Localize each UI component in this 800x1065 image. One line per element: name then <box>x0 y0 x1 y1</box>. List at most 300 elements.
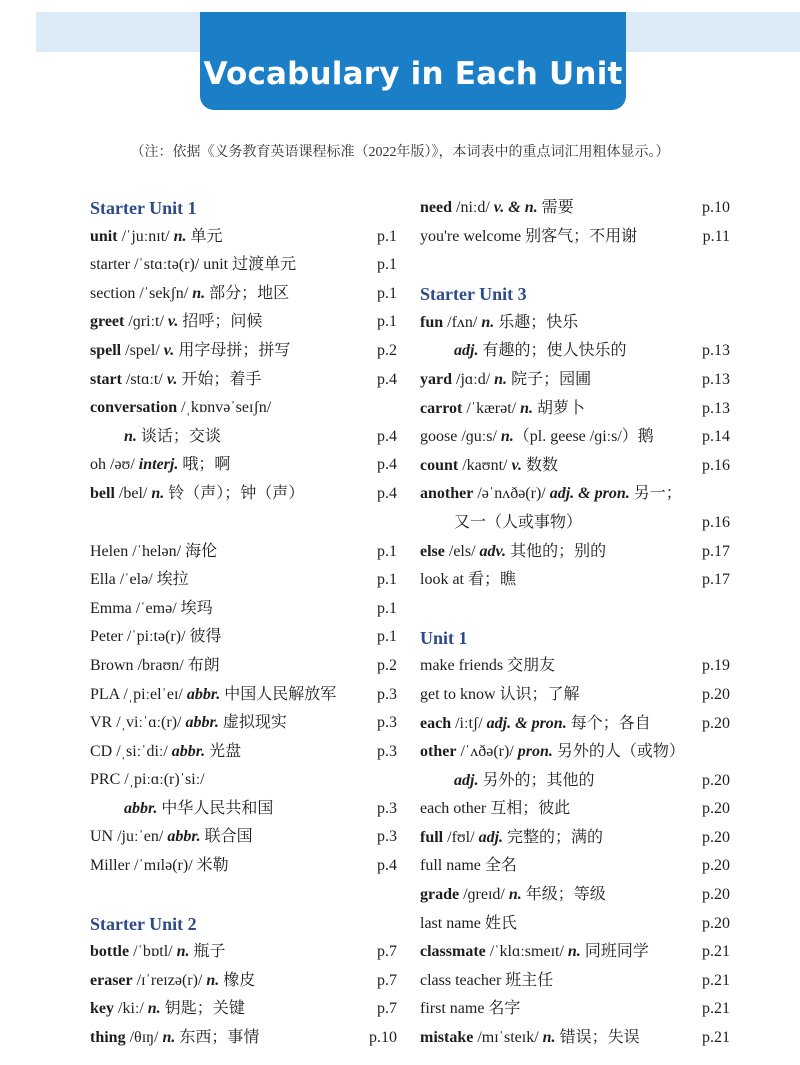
meaning: 需要 <box>537 199 574 216</box>
page-ref: p.4 <box>377 857 397 875</box>
headword: PLA <box>90 685 120 703</box>
entry-text <box>90 738 241 767</box>
entry-text <box>420 881 606 910</box>
headword: count <box>420 456 459 474</box>
vocab-entry <box>90 938 400 967</box>
meaning: 哦；啊 <box>178 456 231 474</box>
page-ref: p.20 <box>702 800 730 818</box>
pronunciation: /jɑːd/ <box>452 370 495 388</box>
headword: conversation <box>90 399 178 417</box>
part-of-speech: n. <box>206 971 220 989</box>
pronunciation: /ˈkærət/ <box>462 399 521 417</box>
pronunciation: /ˌkɒnvəˈseɪʃn/ <box>177 399 272 417</box>
page-ref: p.4 <box>377 427 397 445</box>
entry-text <box>90 967 255 996</box>
vocab-entry <box>90 451 400 480</box>
page-ref: p.1 <box>377 256 397 274</box>
vocab-entry <box>420 309 730 338</box>
headword: grade <box>420 886 460 904</box>
vocab-entry <box>420 681 730 710</box>
part-of-speech: n. <box>567 943 581 961</box>
pronunciation: /els/ <box>444 542 480 560</box>
vocab-entry <box>420 652 730 681</box>
part-of-speech: v. <box>167 313 179 331</box>
headword: bell <box>90 484 115 502</box>
pronunciation: /ˈbɒtl/ <box>129 943 177 961</box>
headword: Brown <box>90 656 134 674</box>
entry-text <box>420 824 603 853</box>
vocab-entry <box>90 480 400 509</box>
meaning: 年级；等级 <box>521 886 606 904</box>
part-of-speech: pron. <box>517 743 553 761</box>
entry-text <box>90 623 222 652</box>
page-ref: p.1 <box>377 542 397 560</box>
page-ref: p.21 <box>702 971 730 989</box>
vocab-entry <box>90 995 400 1024</box>
headword: bottle <box>90 943 130 961</box>
part-of-speech: n. <box>151 484 165 502</box>
headword: classmate <box>420 943 486 961</box>
headword: each other <box>420 800 487 818</box>
vocab-entry <box>420 967 730 996</box>
meaning: 虚拟现实 <box>218 714 287 732</box>
meaning: 有趣的；使人快乐的 <box>478 342 627 360</box>
page-ref: p.11 <box>702 227 730 245</box>
vocab-entry <box>90 623 400 652</box>
meaning: 铃（声）；钟（声） <box>164 484 305 502</box>
vocab-entry <box>420 824 730 853</box>
entry-text <box>420 509 582 538</box>
part-of-speech: n. <box>192 284 206 302</box>
spacer <box>420 595 730 624</box>
vocab-entry <box>420 995 730 1024</box>
pronunciation: /ˌpiːelˈeɪ/ <box>119 685 187 703</box>
part-of-speech: n. <box>508 886 522 904</box>
part-of-speech: n. <box>494 370 508 388</box>
page-ref: p.3 <box>377 685 397 703</box>
entry-text <box>90 595 213 624</box>
pronunciation: /ˈstɑːtə(r)/ unit 过渡单元 <box>129 256 297 274</box>
meaning: 另一； <box>629 485 682 503</box>
headword: another <box>420 485 474 503</box>
pronunciation: /niːd/ <box>452 199 494 216</box>
vocab-entry <box>90 595 400 624</box>
page-ref: p.1 <box>377 599 397 617</box>
page-ref: p.13 <box>702 342 730 360</box>
headword: section <box>90 284 136 302</box>
pronunciation: /ˈʌðə(r)/ <box>456 743 518 761</box>
pronunciation: /ˌsiːˈdiː/ <box>112 742 172 760</box>
vocab-entry <box>420 566 730 595</box>
right-column <box>420 194 730 1053</box>
pronunciation: /stɑːt/ <box>121 370 167 388</box>
pronunciation: /θɪŋ/ <box>125 1029 163 1047</box>
part-of-speech: adv. <box>479 542 507 560</box>
entry-text <box>420 738 685 767</box>
part-of-speech: n. <box>481 313 495 331</box>
entry-text <box>420 309 578 338</box>
headword: CD <box>90 742 113 760</box>
entry-text <box>420 395 585 424</box>
vocab-entry <box>90 394 400 423</box>
unit-heading: Starter Unit 2 <box>90 913 197 934</box>
entry-text <box>420 852 517 881</box>
vocab-entry <box>420 938 730 967</box>
meaning: 瓶子 <box>189 943 226 961</box>
meaning: 又一（人或事物） <box>454 513 583 531</box>
entry-text <box>420 652 555 681</box>
page-ref: p.2 <box>377 341 397 359</box>
pronunciation: /juːˈen/ <box>113 828 168 846</box>
headword: yard <box>420 370 452 388</box>
meaning: 谈话；交谈 <box>136 427 221 445</box>
entry-text <box>420 938 649 967</box>
headword: Ella <box>90 571 116 589</box>
pronunciation: /kiː/ <box>114 1000 148 1018</box>
vocab-entry <box>420 710 730 739</box>
vocab-entry <box>420 423 730 452</box>
page-ref: p.16 <box>702 513 730 531</box>
meaning: 乐趣；快乐 <box>494 313 579 331</box>
pronunciation: /ˌpiːɑː(r)ˈsiː/ <box>120 771 205 789</box>
entry-text <box>420 681 580 710</box>
entry-text <box>420 995 520 1024</box>
meaning: 胡萝卜 <box>533 399 586 417</box>
vocab-entry <box>90 709 400 738</box>
part-of-speech: adj. & pron. <box>486 714 567 732</box>
meaning: 开始；着手 <box>177 370 262 388</box>
page-ref: p.10 <box>702 199 730 216</box>
pronunciation: /əˈnʌðə(r)/ <box>473 485 550 503</box>
meaning: 光盘 <box>205 742 242 760</box>
part-of-speech: adj. <box>454 342 479 360</box>
vocab-entry <box>90 766 400 795</box>
left-column <box>90 194 400 1053</box>
page-ref: p.21 <box>702 1000 730 1018</box>
headword: Peter <box>90 628 123 646</box>
vocab-entry <box>90 538 400 567</box>
page-ref: p.10 <box>369 1029 397 1047</box>
meaning: 用字母拼；拼写 <box>174 341 291 359</box>
headword: key <box>90 1000 114 1018</box>
vocab-entry <box>420 1024 730 1053</box>
unit-heading-row <box>90 910 400 939</box>
vocab-entry <box>90 251 400 280</box>
pronunciation: 别客气；不用谢 <box>521 227 638 245</box>
page-ref: p.4 <box>377 370 397 388</box>
part-of-speech: n. <box>542 1029 556 1047</box>
pronunciation: 名字 <box>484 1000 521 1018</box>
pronunciation: /ˈpiːtə(r)/ 彼得 <box>122 628 222 646</box>
pronunciation: /fʊl/ <box>443 828 479 846</box>
page-ref: p.3 <box>377 714 397 732</box>
page-ref: p.1 <box>377 571 397 589</box>
entry-text <box>90 709 287 738</box>
entry-text <box>90 366 261 395</box>
part-of-speech: adj. <box>454 771 479 789</box>
meaning: 联合国 <box>200 828 253 846</box>
entry-text <box>420 538 606 567</box>
meaning: 完整的；满的 <box>503 828 604 846</box>
note-text: （注：依据《义务教育英语课程标准（2022年版）》，本词表中的重点词汇用粗体显示。） <box>130 145 670 160</box>
pronunciation: /spel/ <box>121 341 164 359</box>
headword: other <box>420 743 457 761</box>
pronunciation: /ˈelə/ 埃拉 <box>115 571 189 589</box>
unit-heading-row <box>420 280 730 309</box>
pronunciation: 看；瞧 <box>464 571 517 589</box>
meaning: 单元 <box>186 227 223 245</box>
entry-text <box>420 795 570 824</box>
vocab-continuation <box>420 337 730 366</box>
part-of-speech: n. <box>520 399 534 417</box>
entry-text <box>90 795 273 824</box>
entry-text <box>420 337 626 366</box>
pronunciation: /ˈhelən/ 海伦 <box>128 542 218 560</box>
vocab-entry <box>90 681 400 710</box>
page-ref: p.13 <box>702 399 730 417</box>
entry-text <box>90 823 253 852</box>
unit-heading: Starter Unit 3 <box>420 284 527 305</box>
part-of-speech: abbr. <box>185 714 219 732</box>
pronunciation: /ˈjuːnɪt/ <box>117 227 174 245</box>
page-ref: p.20 <box>702 685 730 703</box>
vocab-entry <box>90 823 400 852</box>
pronunciation: /bel/ <box>114 484 152 502</box>
entry-text <box>90 852 229 881</box>
part-of-speech: adj. & pron. <box>549 485 630 503</box>
entry-text <box>90 423 221 452</box>
entry-text <box>90 451 230 480</box>
meaning: 招呼；问候 <box>178 313 263 331</box>
headword: Helen <box>90 542 129 560</box>
vocab-continuation <box>420 509 730 538</box>
part-of-speech: abbr. <box>186 685 221 703</box>
part-of-speech: v. <box>511 456 522 474</box>
pronunciation: /fʌn/ <box>443 313 482 331</box>
pronunciation: /ɡreɪd/ <box>459 886 509 904</box>
vocab-entry <box>90 337 400 366</box>
meaning: 东西；事情 <box>175 1029 260 1047</box>
part-of-speech: v. <box>166 370 178 388</box>
headword: first name <box>420 1000 485 1018</box>
pronunciation: 姓氏 <box>480 914 517 932</box>
headword: spell <box>90 341 122 359</box>
meaning: 错误；失误 <box>555 1029 640 1047</box>
pronunciation: /ˈemə/ 埃玛 <box>131 599 213 617</box>
unit-heading-row <box>420 624 730 653</box>
entry-text <box>90 566 189 595</box>
page-ref: p.3 <box>377 828 397 846</box>
entry-text <box>90 480 304 509</box>
entry-text <box>90 538 217 567</box>
spacer <box>90 509 400 538</box>
headword: get to know <box>420 685 496 703</box>
entry-text <box>90 766 205 795</box>
vocab-continuation <box>90 423 400 452</box>
pronunciation: 互相；彼此 <box>486 800 571 818</box>
pronunciation: 认识；了解 <box>495 685 580 703</box>
page-ref: p.20 <box>702 914 730 932</box>
pronunciation: /ˌviːˈɑː(r)/ <box>112 714 186 732</box>
pronunciation: /əʊ/ <box>106 456 139 474</box>
headword: starter <box>90 256 130 274</box>
entry-text <box>90 280 289 309</box>
meaning: 另外的人（或物） <box>552 743 685 761</box>
headword: eraser <box>90 971 133 989</box>
page-ref: p.7 <box>377 971 397 989</box>
meaning: 中华人民共和国 <box>157 799 274 817</box>
page-ref: p.4 <box>377 456 397 474</box>
page-ref: p.20 <box>702 714 730 732</box>
meaning: 部分；地区 <box>205 284 290 302</box>
page-ref: p.19 <box>702 657 730 675</box>
page-ref: p.7 <box>377 943 397 961</box>
headword: VR <box>90 714 113 732</box>
headword: unit <box>90 227 118 245</box>
part-of-speech: n. <box>500 428 514 446</box>
vocab-entry <box>90 223 400 252</box>
entry-text <box>90 938 226 967</box>
part-of-speech: n. <box>173 227 187 245</box>
vocab-continuation <box>420 767 730 796</box>
entry-text <box>420 710 651 739</box>
pronunciation: /kaʊnt/ <box>458 456 512 474</box>
vocab-entry <box>90 566 400 595</box>
page-ref: p.1 <box>377 227 397 245</box>
vocab-entry <box>90 366 400 395</box>
headword: UN <box>90 828 114 846</box>
part-of-speech: n. <box>176 943 190 961</box>
page-ref: p.20 <box>702 828 730 846</box>
vocab-entry <box>90 280 400 309</box>
headword: PRC <box>90 771 121 789</box>
headword: need <box>420 199 452 216</box>
vocab-entry <box>90 308 400 337</box>
spacer <box>90 881 400 910</box>
meaning: 钥匙；关键 <box>160 1000 245 1018</box>
pronunciation: 全名 <box>480 857 517 875</box>
page-ref: p.1 <box>377 628 397 646</box>
vocab-entry <box>420 795 730 824</box>
headword: Emma <box>90 599 132 617</box>
vocab-continuation <box>90 795 400 824</box>
entry-text <box>420 1024 640 1053</box>
vocab-entry <box>420 395 730 424</box>
meaning: 其他的；别的 <box>506 542 607 560</box>
meaning: 另外的；其他的 <box>478 771 595 789</box>
headword: fun <box>420 313 444 331</box>
headword: thing <box>90 1029 126 1047</box>
part-of-speech: n. <box>147 1000 161 1018</box>
pronunciation: /ɪˈreɪzə(r)/ <box>132 971 207 989</box>
headword: full <box>420 828 444 846</box>
headword: goose <box>420 428 458 446</box>
pronunciation: /ˈmɪlə(r)/ 米勒 <box>130 857 229 875</box>
entry-text <box>420 452 558 481</box>
vocab-entry <box>420 480 730 509</box>
unit-heading-row <box>90 194 400 223</box>
unit-heading: Starter Unit 1 <box>90 198 197 218</box>
unit-heading: Unit 1 <box>420 627 468 648</box>
vocab-entry <box>420 738 730 767</box>
page-ref: p.20 <box>702 771 730 789</box>
meaning: 每个；各自 <box>566 714 651 732</box>
part-of-speech: abbr. <box>124 799 158 817</box>
pronunciation: /braʊn/ 布朗 <box>133 656 220 674</box>
entry-text <box>90 223 223 252</box>
page-ref: p.20 <box>702 857 730 875</box>
page-ref: p.20 <box>702 886 730 904</box>
headword: Miller <box>90 857 130 875</box>
page-ref: p.17 <box>702 542 730 560</box>
headword: class teacher <box>420 971 502 989</box>
page-ref: p.16 <box>702 456 730 474</box>
part-of-speech: n. <box>162 1029 176 1047</box>
vocab-entry <box>420 194 730 223</box>
title-tab <box>200 12 626 110</box>
entry-text <box>90 308 262 337</box>
entry-text <box>420 223 637 252</box>
vocab-entry <box>420 910 730 939</box>
pronunciation: /mɪˈsteɪk/ <box>473 1029 543 1047</box>
part-of-speech: abbr. <box>171 742 206 760</box>
meaning: 同班同学 <box>580 943 649 961</box>
headword: else <box>420 542 445 560</box>
headword: greet <box>90 313 125 331</box>
headword: each <box>420 714 452 732</box>
headword: make friends <box>420 657 504 675</box>
page-ref: p.2 <box>377 656 397 674</box>
pronunciation: 交朋友 <box>503 657 556 675</box>
entry-text <box>90 337 290 366</box>
headword: last name <box>420 914 481 932</box>
entry-text <box>90 251 296 280</box>
vocab-entry <box>420 538 730 567</box>
meaning: 中国人民解放军 <box>220 685 337 703</box>
page-ref: p.17 <box>702 571 730 589</box>
page-ref: p.13 <box>702 370 730 388</box>
vocab-entry <box>90 967 400 996</box>
meaning: 橡皮 <box>219 971 256 989</box>
entry-text <box>420 366 591 395</box>
headword: carrot <box>420 399 463 417</box>
page-ref: p.1 <box>377 313 397 331</box>
entry-text <box>90 995 245 1024</box>
page-ref: p.3 <box>377 799 397 817</box>
vocab-entry <box>420 366 730 395</box>
vocab-entry <box>90 652 400 681</box>
pronunciation: /ˈklɑːsmeɪt/ <box>485 943 568 961</box>
vocab-entry <box>90 1024 400 1053</box>
pronunciation: /ɡriːt/ <box>124 313 168 331</box>
part-of-speech: n. <box>124 427 137 445</box>
page-ref: p.1 <box>377 284 397 302</box>
vocab-entry <box>420 852 730 881</box>
page-ref: p.3 <box>377 742 397 760</box>
entry-text <box>420 194 574 223</box>
vocab-entry <box>420 452 730 481</box>
meaning: 数数 <box>521 456 558 474</box>
pronunciation: /ɡuːs/ <box>457 428 501 446</box>
vocab-entry <box>90 738 400 767</box>
headword: you're welcome <box>420 227 522 245</box>
page-ref: p.4 <box>377 484 397 502</box>
entry-text <box>90 681 336 710</box>
part-of-speech: v. & n. <box>493 199 538 216</box>
meaning: （pl. geese /ɡiːs/）鹅 <box>513 428 654 446</box>
headword: mistake <box>420 1029 474 1047</box>
pronunciation: 班主任 <box>501 971 554 989</box>
